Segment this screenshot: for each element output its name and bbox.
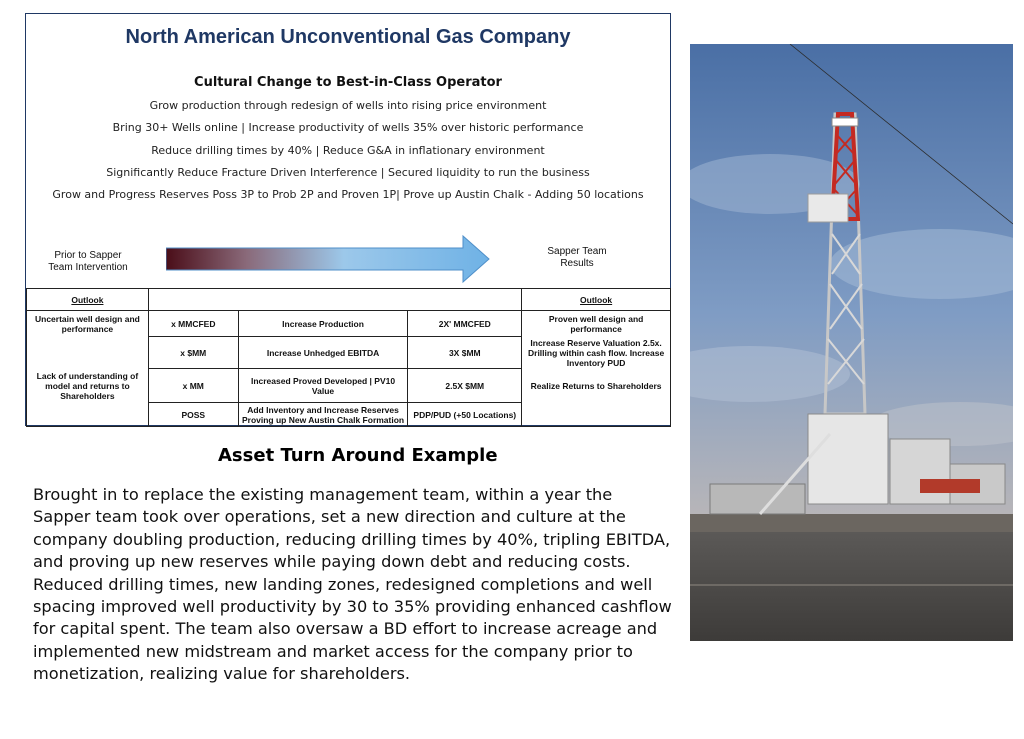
culture-line: Grow production through redesign of wells into rising price environment bbox=[149, 99, 547, 112]
before-cell: x MM bbox=[148, 369, 238, 403]
company-title: North American Unconventional Gas Company bbox=[125, 26, 571, 48]
drilling-rig-photo bbox=[690, 44, 1013, 641]
left-note-spacer bbox=[27, 403, 149, 427]
outlook-table bbox=[26, 288, 671, 427]
results-label: Sapper Team Results bbox=[547, 246, 607, 269]
prior-label: Prior to Sapper Team Intervention bbox=[48, 250, 128, 273]
transition-arrow-icon bbox=[166, 234, 491, 284]
right-note-spacer bbox=[522, 403, 671, 427]
before-cell: x MMCFED bbox=[148, 311, 238, 337]
after-cell: 2X' MMCFED bbox=[408, 311, 522, 337]
culture-heading: Cultural Change to Best-in-Class Operator bbox=[194, 75, 502, 90]
action-cell: Increase Production bbox=[238, 311, 408, 337]
action-cell: Increase Unhedged EBITDA bbox=[238, 337, 408, 369]
body-text: Brought in to replace the existing management team, within a year the Sapper team took over operations, set a new direction and culture at the company doubling production, reducing drilling times by 40%, tripling EBITDA, and proving up new reserves while paying down debt and reducing costs. Reduced drilling times, new landing zones, redesigned completions and well spacing improved well productivity by 30 to 35% providing enhanced cashflow for capital spent. The team also oversaw a BD effort to increase acreage and implemented new midstream and market access for the company prior to monetization, realizing value for shareholders. bbox=[33, 485, 672, 684]
before-cell: POSS bbox=[148, 403, 238, 427]
action-cell: Increased Proved Developed | PV10 Value bbox=[238, 369, 408, 403]
action-cell: Add Inventory and Increase Reserves Proving up New Austin Chalk Formation bbox=[238, 403, 408, 427]
after-cell: 2.5X $MM bbox=[408, 369, 522, 403]
right-note: Increase Reserve Valuation 2.5x. Drilling within cash flow. Increase Inventory PUD bbox=[522, 337, 671, 369]
summary-panel bbox=[25, 13, 671, 426]
right-outlook-header: Outlook bbox=[522, 289, 671, 311]
culture-line: Grow and Progress Reserves Poss 3P to Prob 2P and Proven 1P| Prove up Austin Chalk - Adding 50 locations bbox=[52, 188, 644, 201]
left-note: Uncertain well design and performance bbox=[27, 311, 149, 337]
culture-line: Reduce drilling times by 40% | Reduce G&A in inflationary environment bbox=[151, 144, 545, 157]
right-note: Proven well design and performance bbox=[522, 311, 671, 337]
right-note: Realize Returns to Shareholders bbox=[522, 369, 671, 403]
after-cell: PDP/PUD (+50 Locations) bbox=[408, 403, 522, 427]
after-cell: 3X $MM bbox=[408, 337, 522, 369]
before-cell: x $MM bbox=[148, 337, 238, 369]
culture-line: Significantly Reduce Fracture Driven Interference | Secured liquidity to run the business bbox=[106, 166, 590, 179]
asset-title: Asset Turn Around Example bbox=[218, 445, 498, 466]
culture-line: Bring 30+ Wells online | Increase productivity of wells 35% over historic performance bbox=[112, 121, 584, 134]
left-note: Lack of understanding of model and returns to Shareholders bbox=[27, 369, 149, 403]
left-outlook-header: Outlook bbox=[27, 289, 149, 311]
table-header-spacer bbox=[148, 289, 521, 311]
left-note-spacer bbox=[27, 337, 149, 369]
